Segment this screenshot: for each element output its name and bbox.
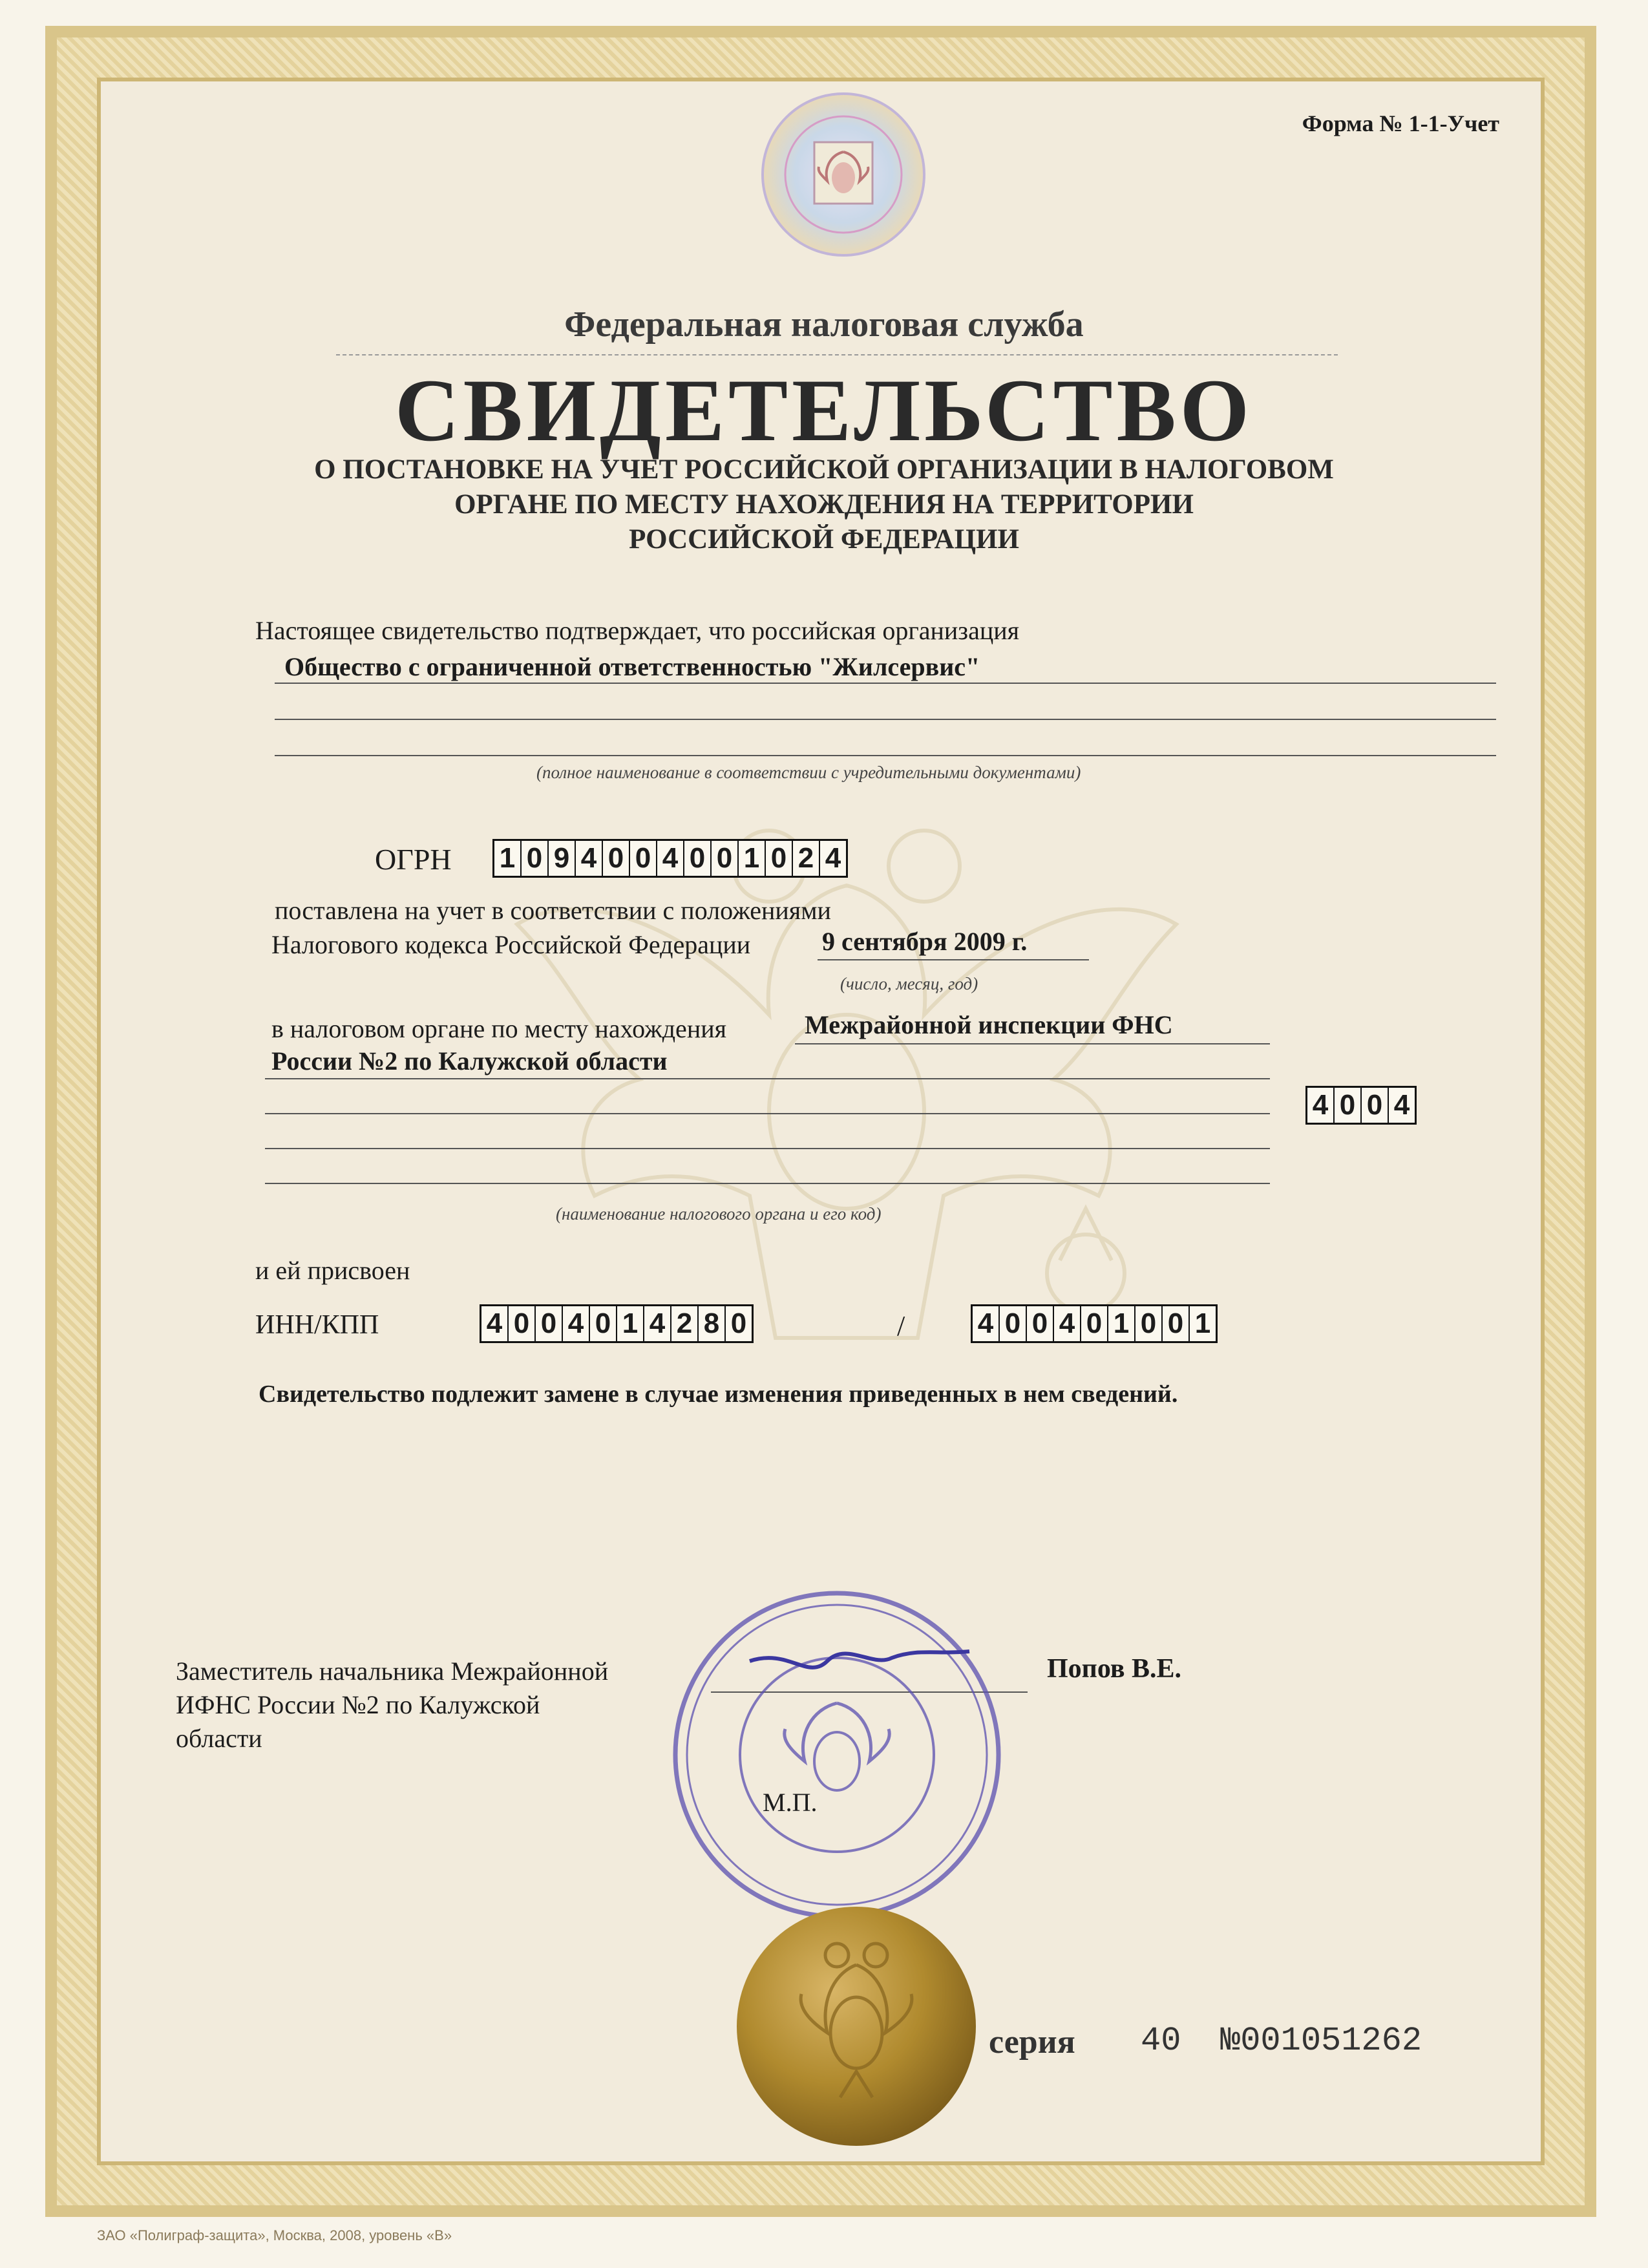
tax-org-intro: в налоговом органе по месту нахождения bbox=[271, 1014, 727, 1043]
subtitle-line: О ПОСТАНОВКЕ НА УЧЕТ РОССИЙСКОЙ ОРГАНИЗАЦИИ В НАЛОГОВОМ bbox=[314, 454, 1334, 485]
assigned-text: и ей присвоен bbox=[255, 1256, 410, 1285]
digit-cell: 4 bbox=[1054, 1306, 1081, 1341]
digit-cell: 0 bbox=[712, 841, 739, 876]
digit-cell: 1 bbox=[1194, 1308, 1211, 1339]
certificate-number: №001051262 bbox=[1220, 2022, 1422, 2060]
digit-cell: 2 bbox=[671, 1306, 699, 1341]
printer-imprint: ЗАО «Полиграф-защита», Москва, 2008, уровень «В» bbox=[97, 2227, 452, 2243]
date-caption: (число, месяц, год) bbox=[840, 974, 978, 993]
digit-cell: 0 bbox=[1027, 1306, 1054, 1341]
series-value: 40 bbox=[1141, 2022, 1181, 2060]
tax-org-caption: (наименование налогового органа и его код) bbox=[556, 1204, 882, 1224]
signer-name: Попов В.Е. bbox=[1047, 1654, 1182, 1684]
digit-cell: 4 bbox=[481, 1306, 509, 1341]
tax-org-line bbox=[265, 1183, 1270, 1184]
registered-text: Налогового кодекса Российской Федерации bbox=[271, 930, 751, 959]
digit-cell: 0 bbox=[630, 841, 657, 876]
tax-org-line bbox=[265, 1078, 1270, 1079]
inn-kpp-separator: / bbox=[897, 1310, 905, 1342]
digit-cell: 0 bbox=[1163, 1306, 1190, 1341]
holographic-emblem-icon bbox=[759, 90, 927, 259]
tax-org-name: Межрайонной инспекции ФНС bbox=[805, 1010, 1173, 1039]
official-stamp-icon bbox=[659, 1577, 1015, 1933]
digit-cell: 9 bbox=[549, 841, 576, 876]
subtitle-line: РОССИЙСКОЙ ФЕДЕРАЦИИ bbox=[629, 524, 1019, 555]
divider bbox=[336, 354, 1338, 355]
digit-cell: 0 bbox=[730, 1308, 747, 1339]
digit-cell: 8 bbox=[699, 1306, 726, 1341]
stamp-place: М.П. bbox=[763, 1788, 818, 1817]
signer-position-line: ИФНС России №2 по Калужской bbox=[176, 1690, 540, 1719]
digit-cell: 4 bbox=[644, 1306, 671, 1341]
tax-org-name: России №2 по Калужской области bbox=[271, 1046, 668, 1076]
digit-cell: 0 bbox=[590, 1306, 617, 1341]
digit-cell: 4 bbox=[973, 1306, 1000, 1341]
ogrn-value bbox=[492, 839, 848, 878]
org-name-line bbox=[275, 755, 1496, 756]
digit-cell: 4 bbox=[1307, 1088, 1335, 1123]
digit-cell: 2 bbox=[793, 841, 820, 876]
digit-cell: 4 bbox=[1393, 1089, 1410, 1121]
digit-cell: 0 bbox=[522, 841, 549, 876]
digit-cell: 0 bbox=[603, 841, 630, 876]
registered-text: поставлена на учет в соответствии с положениями bbox=[275, 896, 831, 925]
digit-cell: 0 bbox=[1136, 1306, 1163, 1341]
digit-cell: 4 bbox=[576, 841, 603, 876]
gold-seal-icon bbox=[734, 1903, 979, 2149]
digit-cell: 4 bbox=[657, 841, 684, 876]
inn-kpp-label: ИНН/КПП bbox=[255, 1310, 379, 1340]
form-number: Форма № 1-1-Учет bbox=[1302, 111, 1499, 136]
series-label: серия bbox=[989, 2024, 1075, 2061]
tax-org-code bbox=[1305, 1086, 1417, 1125]
org-name: Общество с ограниченной ответственностью "Жилсервис" bbox=[284, 652, 980, 681]
digit-cell: 0 bbox=[684, 841, 712, 876]
digit-cell: 4 bbox=[563, 1306, 590, 1341]
digit-cell: 0 bbox=[509, 1306, 536, 1341]
org-name-line bbox=[275, 719, 1496, 720]
subtitle-line: ОРГАНЕ ПО МЕСТУ НАХОЖДЕНИЯ НА ТЕРРИТОРИИ bbox=[454, 489, 1194, 520]
registration-date: 9 сентября 2009 г. bbox=[822, 927, 1028, 956]
tax-org-line bbox=[265, 1148, 1270, 1149]
digit-cell: 4 bbox=[825, 842, 841, 874]
digit-cell: 1 bbox=[494, 841, 522, 876]
inn-value bbox=[480, 1304, 754, 1343]
signer-position bbox=[176, 1655, 608, 1755]
digit-cell: 0 bbox=[1081, 1306, 1108, 1341]
digit-cell: 0 bbox=[1000, 1306, 1027, 1341]
page-title: СВИДЕТЕЛЬСТВО bbox=[394, 361, 1254, 460]
agency-name: Федеральная налоговая служба bbox=[564, 304, 1084, 344]
ogrn-label: ОГРН bbox=[375, 843, 452, 876]
date-line bbox=[818, 959, 1089, 960]
tax-org-line bbox=[265, 1113, 1270, 1114]
org-name-caption: (полное наименование в соответствии с учредительными документами) bbox=[536, 763, 1081, 782]
digit-cell: 1 bbox=[1108, 1306, 1136, 1341]
digit-cell: 0 bbox=[1362, 1088, 1389, 1123]
digit-cell: 0 bbox=[1335, 1088, 1362, 1123]
certificate-subtitle bbox=[0, 452, 1648, 557]
digit-cell: 0 bbox=[536, 1306, 563, 1341]
replacement-notice: Свидетельство подлежит замене в случае изменения приведенных в нем сведений. bbox=[259, 1381, 1178, 1408]
signer-position-line: Заместитель начальника Межрайонной bbox=[176, 1657, 609, 1686]
digit-cell: 1 bbox=[617, 1306, 644, 1341]
digit-cell: 1 bbox=[739, 841, 766, 876]
kpp-value bbox=[971, 1304, 1218, 1343]
intro-text: Настоящее свидетельство подтверждает, что российская организация bbox=[255, 616, 1020, 645]
digit-cell: 0 bbox=[766, 841, 793, 876]
signer-position-line: области bbox=[176, 1724, 262, 1753]
org-name-line bbox=[275, 683, 1496, 684]
tax-org-line bbox=[795, 1043, 1270, 1044]
